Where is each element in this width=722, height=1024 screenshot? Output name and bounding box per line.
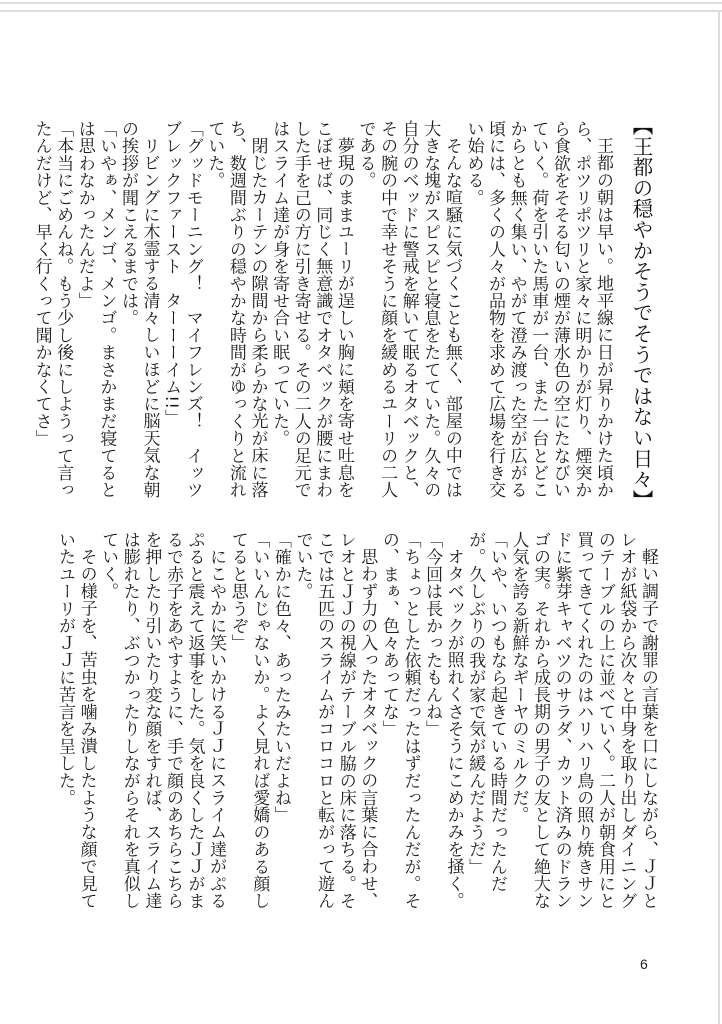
dialogue-line: 「いいんじゃないか。よく見れば愛嬌のある顔してると思うぞ」	[227, 531, 270, 910]
top-text-block	[31, 120, 613, 500]
dialogue-line: 「いやぁ、メンゴ、メンゴ。まさかまだ寝てるとは思わなかったんだよ」	[74, 120, 117, 499]
page-number: 6	[640, 956, 648, 972]
paragraph: オタベックが照れくさそうにこめかみを掻く。	[443, 548, 464, 910]
paragraph: そんな喧騒に気づくことも無く、部屋の中では大きな塊がスピスピと寝息をたてていた。久々の自分のベッドに警戒を解いて眠るオタベックと、その腕の中で幸せそうに顔を緩めるユーリの二人である。	[355, 120, 462, 499]
dialogue-line: 「本当にごめんね。もう少し後にしようって言ったんだけど、早く行くって聞かなくてさ」	[31, 120, 74, 499]
paragraph: 思わず力の入ったオタベックの言葉に合わせ、レオとＪＪの視線がテーブル脇の床に落ちる。そこでは五匹のスライムがコロコロと転がって遊んでいた。	[292, 531, 378, 910]
paragraph: 軽い調子で謝罪の言葉を口にしながら、ＪＪとレオが紙袋から次々と中身を取り出しダイニングのテーブルの上に並べていく。二人が朝食用にと買ってきてくれたのはハリハリ鳥の照り焼きサンドに紫芽キャベツのサラダ、カット済みのドランゴの実。それから成長期の男子の友として絶大な人気を誇る新鮮なギーヤのミルクだ。	[508, 531, 658, 910]
bottom-text-block	[54, 531, 658, 926]
paragraph: 王都の朝は早い。地平線に日が昇りかけた頃から、ポツリポツリと家々に明かりが灯り、煙突から食欲をそそる匂いの煙が薄水色の空にたなびいていく。荷を引いた馬車が一台、また一台とどこからとも無く集い、やがて澄み渡った空が広がる頃には、多くの人々が品物を求めて広場を行き交い始める。	[463, 120, 613, 499]
page-frame-right-edge	[718, 10, 720, 1024]
paragraph: 夢現のままユーリが逞しい胸に頬を寄せ吐息をこぼせば、同じく無意識でオタベックが腰にまわした手を己の方に引き寄せる。その二人の足元ではスライム達が身を寄せ合い眠っていた。	[269, 120, 354, 499]
dialogue-line: 「グッドモーニング！ マイフレンズ！ イッツブレックファースト ターーーイム!!」	[161, 120, 203, 499]
page-frame-top-edge	[0, 2, 722, 4]
paragraph: その様子を、苦虫を噛み潰したような顔で見ていたユーリがＪＪに苦言を呈した。	[54, 531, 97, 910]
dialogue-line: 「ちょっとした依頼だったはずだったんだが。その、まぁ、色々あってな」	[378, 531, 421, 910]
chapter-title: 【王都の穏やかそうでそうではない日々】	[629, 115, 653, 511]
paragraph: 閉じたカーテンの隙間から柔らかな光が床に落ち、数週間ぶりの穏やかな時間がゆっくりと流れていた。	[204, 120, 268, 499]
book-page	[0, 12, 718, 1024]
dialogue-line: 「確かに色々、あったみたいだよね」	[270, 531, 291, 824]
dialogue-line: 「いや、いつもなら起きている時間だったんだが。久しぶりの我が家で気が緩んだようだ」	[465, 531, 507, 893]
dialogue-line: 「今回は長かったもんね」	[422, 531, 443, 738]
paragraph: にこやかに笑いかけるＪＪにスライム達がぷるぷると震えて返事をした。気を良くしたＪＪがまるで赤子をあやすように、手で顔のあちらこちらを押したり引いたり変な顔をすれば、スライム達は膨れたり、ぶつかったりしながらそれを真似していく。	[98, 531, 227, 910]
paragraph: リビングに木霊する清々しいほどに脳天気な朝の挨拶が聞こえるまでは。	[117, 120, 160, 499]
